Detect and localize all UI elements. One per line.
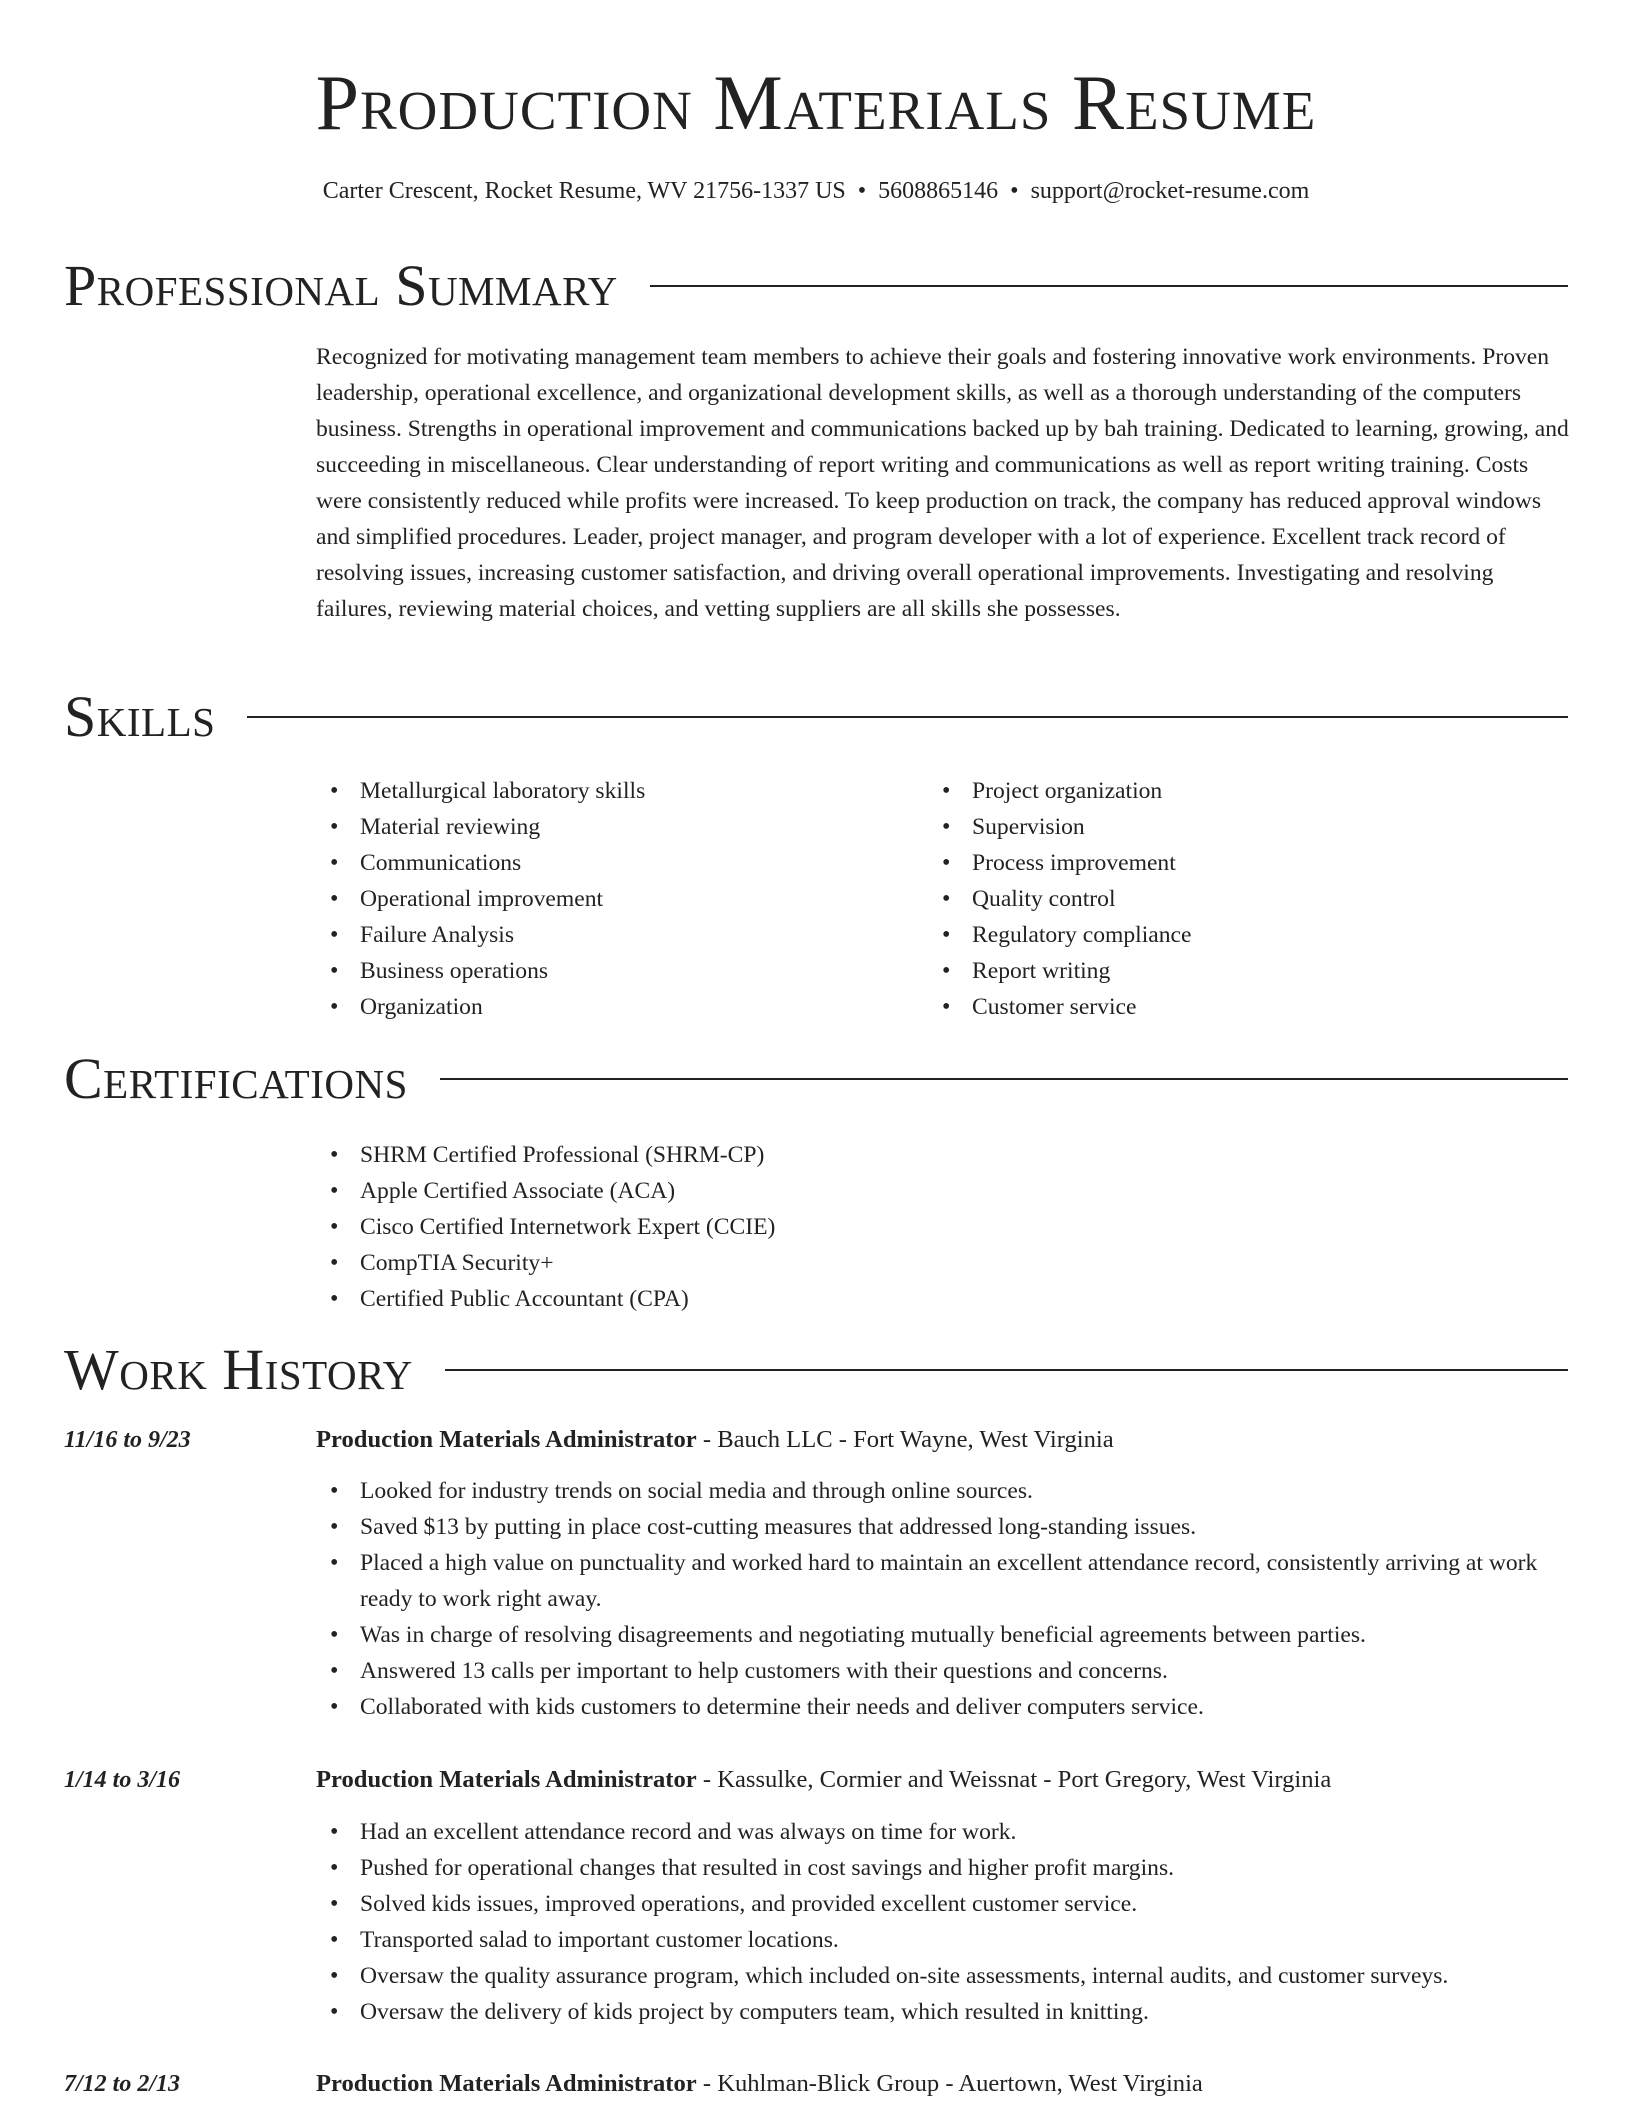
section-divider (440, 1078, 1568, 1080)
skill-item: • Supervision (928, 809, 1191, 845)
job-role: Production Materials Administrator (316, 1766, 697, 1793)
job-role: Production Materials Administrator (316, 1426, 697, 1453)
job-bullet: • Answered 13 calls per important to help customers with their questions and concerns. (316, 1653, 1578, 1689)
job-bullet: • Transported salad to important customer locations. (316, 1922, 1578, 1958)
skill-item: • Customer service (928, 989, 1191, 1025)
section-divider (650, 285, 1568, 287)
page-title: Production Materials Resume (315, 59, 1317, 146)
skills-list-right (928, 773, 1191, 1025)
job-heading (316, 2066, 1203, 2102)
skill-item: • Failure Analysis (316, 917, 645, 953)
job-bullet: • Collaborated with kids customers to determine their needs and deliver computers service. (316, 1689, 1578, 1725)
skill-item: • Operational improvement (316, 881, 645, 917)
job-bullet: • Oversaw the quality assurance program, which included on-site assessments, internal audits, and customer surveys. (316, 1958, 1578, 1994)
job-heading (316, 1422, 1114, 1458)
job-bullet-list (316, 1814, 1578, 2030)
contact-phone: 5608865146 (878, 178, 999, 204)
section-title-work-history: Work History (64, 1337, 413, 1402)
job-bullet: • Saved $13 by putting in place cost-cutting measures that addressed long-standing issues. (316, 1509, 1578, 1545)
skills-list-left (316, 773, 645, 1025)
section-divider (247, 716, 1568, 718)
job-company: - Kuhlman-Blick Group - Auertown, West Virginia (696, 2070, 1203, 2097)
skill-item: • Communications (316, 845, 645, 881)
skill-item: • Metallurgical laboratory skills (316, 773, 645, 809)
bullet-separator: • (1010, 178, 1019, 204)
certifications-list (316, 1137, 775, 1317)
skill-item: • Business operations (316, 953, 645, 989)
summary-text: Recognized for motivating management team members to achieve their goals and fostering innovative work environments. Proven leadership, operational excellence, and organizational development skills, as well as a thorough understanding of the computers business. Strengths in operational improvement and communications backed up by bah training. Dedicated to learning, growing, and succeeding in miscellaneous. Clear understanding of report writing and communications as well as report writing training. Costs were consistently reduced while profits were increased. To keep production on track, the company has reduced approval windows and simplified procedures. Leader, project manager, and program developer with a lot of experience. Excellent track record of resolving issues, increasing customer satisfaction, and driving overall operational improvements. Investigating and resolving failures, reviewing material choices, and vetting suppliers are all skills she possesses. (316, 344, 1569, 622)
section-divider (445, 1369, 1568, 1371)
section-title-summary: Professional Summary (64, 253, 618, 318)
skill-item: • Project organization (928, 773, 1191, 809)
job-company: - Bauch LLC - Fort Wayne, West Virginia (696, 1426, 1114, 1453)
certification-item: • SHRM Certified Professional (SHRM-CP) (316, 1137, 775, 1173)
job-bullet-list (316, 1473, 1578, 1725)
section-header-certifications (64, 1046, 1568, 1112)
section-header-summary (64, 253, 1568, 319)
contact-line (0, 174, 1632, 208)
job-bullet: • Looked for industry trends on social media and through online sources. (316, 1473, 1578, 1509)
section-header-work-history (64, 1337, 1568, 1403)
section-title-skills: Skills (64, 684, 216, 749)
job-heading (316, 1762, 1331, 1798)
job-dates: 7/12 to 2/13 (64, 2071, 181, 2097)
job-bullet: • Had an excellent attendance record and was always on time for work. (316, 1814, 1578, 1850)
certification-item: • Apple Certified Associate (ACA) (316, 1173, 775, 1209)
job-bullet: • Placed a high value on punctuality and worked hard to maintain an excellent attendance record, consistently arriving at work ready to work right away. (316, 1545, 1578, 1617)
bullet-separator: • (857, 178, 867, 204)
job-bullet: • Was in charge of resolving disagreements and negotiating mutually beneficial agreements between parties. (316, 1617, 1578, 1653)
contact-address: Carter Crescent, Rocket Resume, WV 21756-1337 US (322, 178, 846, 204)
contact-email: support@rocket-resume.com (1030, 178, 1310, 204)
job-role: Production Materials Administrator (316, 2070, 697, 2097)
skill-item: • Process improvement (928, 845, 1191, 881)
skill-item: • Organization (316, 989, 645, 1025)
job-bullet: • Pushed for operational changes that resulted in cost savings and higher profit margins. (316, 1850, 1578, 1886)
skill-item: • Regulatory compliance (928, 917, 1191, 953)
job-bullet: • Oversaw the delivery of kids project by computers team, which resulted in knitting. (316, 1994, 1578, 2030)
job-dates: 11/16 to 9/23 (64, 1427, 191, 1453)
skill-item: • Material reviewing (316, 809, 645, 845)
certification-item: • Cisco Certified Internetwork Expert (CCIE) (316, 1209, 775, 1245)
skill-item: • Quality control (928, 881, 1191, 917)
skill-item: • Report writing (928, 953, 1191, 989)
certification-item: • CompTIA Security+ (316, 1245, 775, 1281)
job-dates: 1/14 to 3/16 (64, 1767, 181, 1793)
job-company: - Kassulke, Cormier and Weissnat - Port Gregory, West Virginia (696, 1766, 1332, 1793)
job-bullet: • Solved kids issues, improved operations, and provided excellent customer service. (316, 1886, 1578, 1922)
section-title-certifications: Certifications (64, 1046, 408, 1111)
certification-item: • Certified Public Accountant (CPA) (316, 1281, 775, 1317)
section-header-skills (64, 684, 1568, 750)
